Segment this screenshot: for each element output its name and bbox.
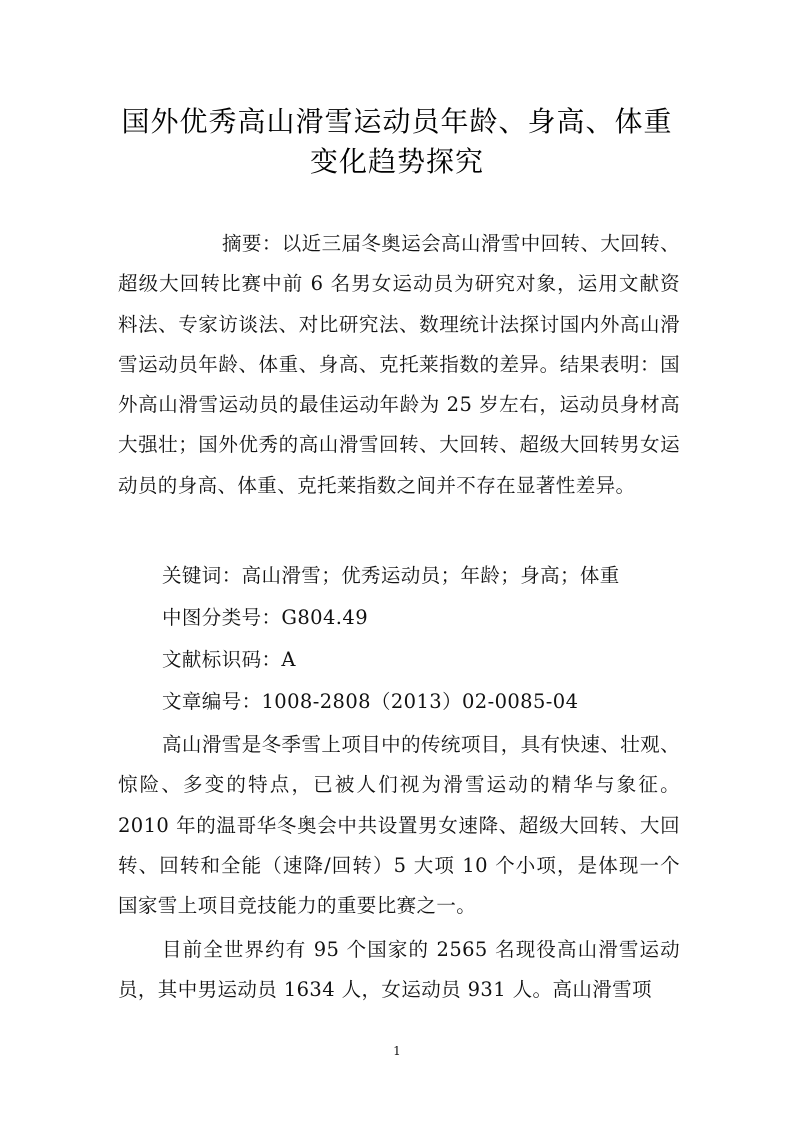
title-line-1: 国外优秀高山滑雪运动员年龄、身高、体重 xyxy=(121,105,673,138)
classification-number: 中图分类号：G804.49 xyxy=(162,606,369,629)
body-paragraph-2: 目前全世界约有 95 个国家的 2565 名现役高山滑雪运动员，其中男运动员 1634 人，女运动员 931 人。高山滑雪项 xyxy=(118,938,680,1002)
article-number: 文章编号：1008-2808（2013）02-0085-04 xyxy=(162,690,579,713)
keywords: 关键词：高山滑雪；优秀运动员；年龄；身高；体重 xyxy=(162,564,620,587)
body-paragraph-1: 高山滑雪是冬季雪上项目中的传统项目，具有快速、壮观、惊险、多变的特点，已被人们视为滑雪运动的精华与象征。2010 年的温哥华冬奥会中共设置男女速降、超级大回转、大回转、回转和全能（速降/回转）5 大项 10 个小项，是体现一个国家雪上项目竞技能力的重要比赛之一。 xyxy=(118,733,680,918)
abstract: 摘要：以近三届冬奥运会高山滑雪中回转、大回转、超级大回转比赛中前 6 名男女运动员为研究对象，运用文献资料法、专家访谈法、对比研究法、数理统计法探讨国内外高山滑雪运动员年龄、体重、身高、克托莱指数的差异。结果表明：国外高山滑雪运动员的最佳运动年龄为 25 岁左右，运动员身材高大强壮；国外优秀的高山滑雪回转、大回转、超级大回转男女运动员的身高、体重、克托莱指数之间并不存在显著性差异。 xyxy=(118,232,680,497)
document-code: 文献标识码：A xyxy=(162,648,296,671)
page-number: 1 xyxy=(393,1044,401,1058)
title-line-2: 变化趋势探究 xyxy=(309,145,484,178)
